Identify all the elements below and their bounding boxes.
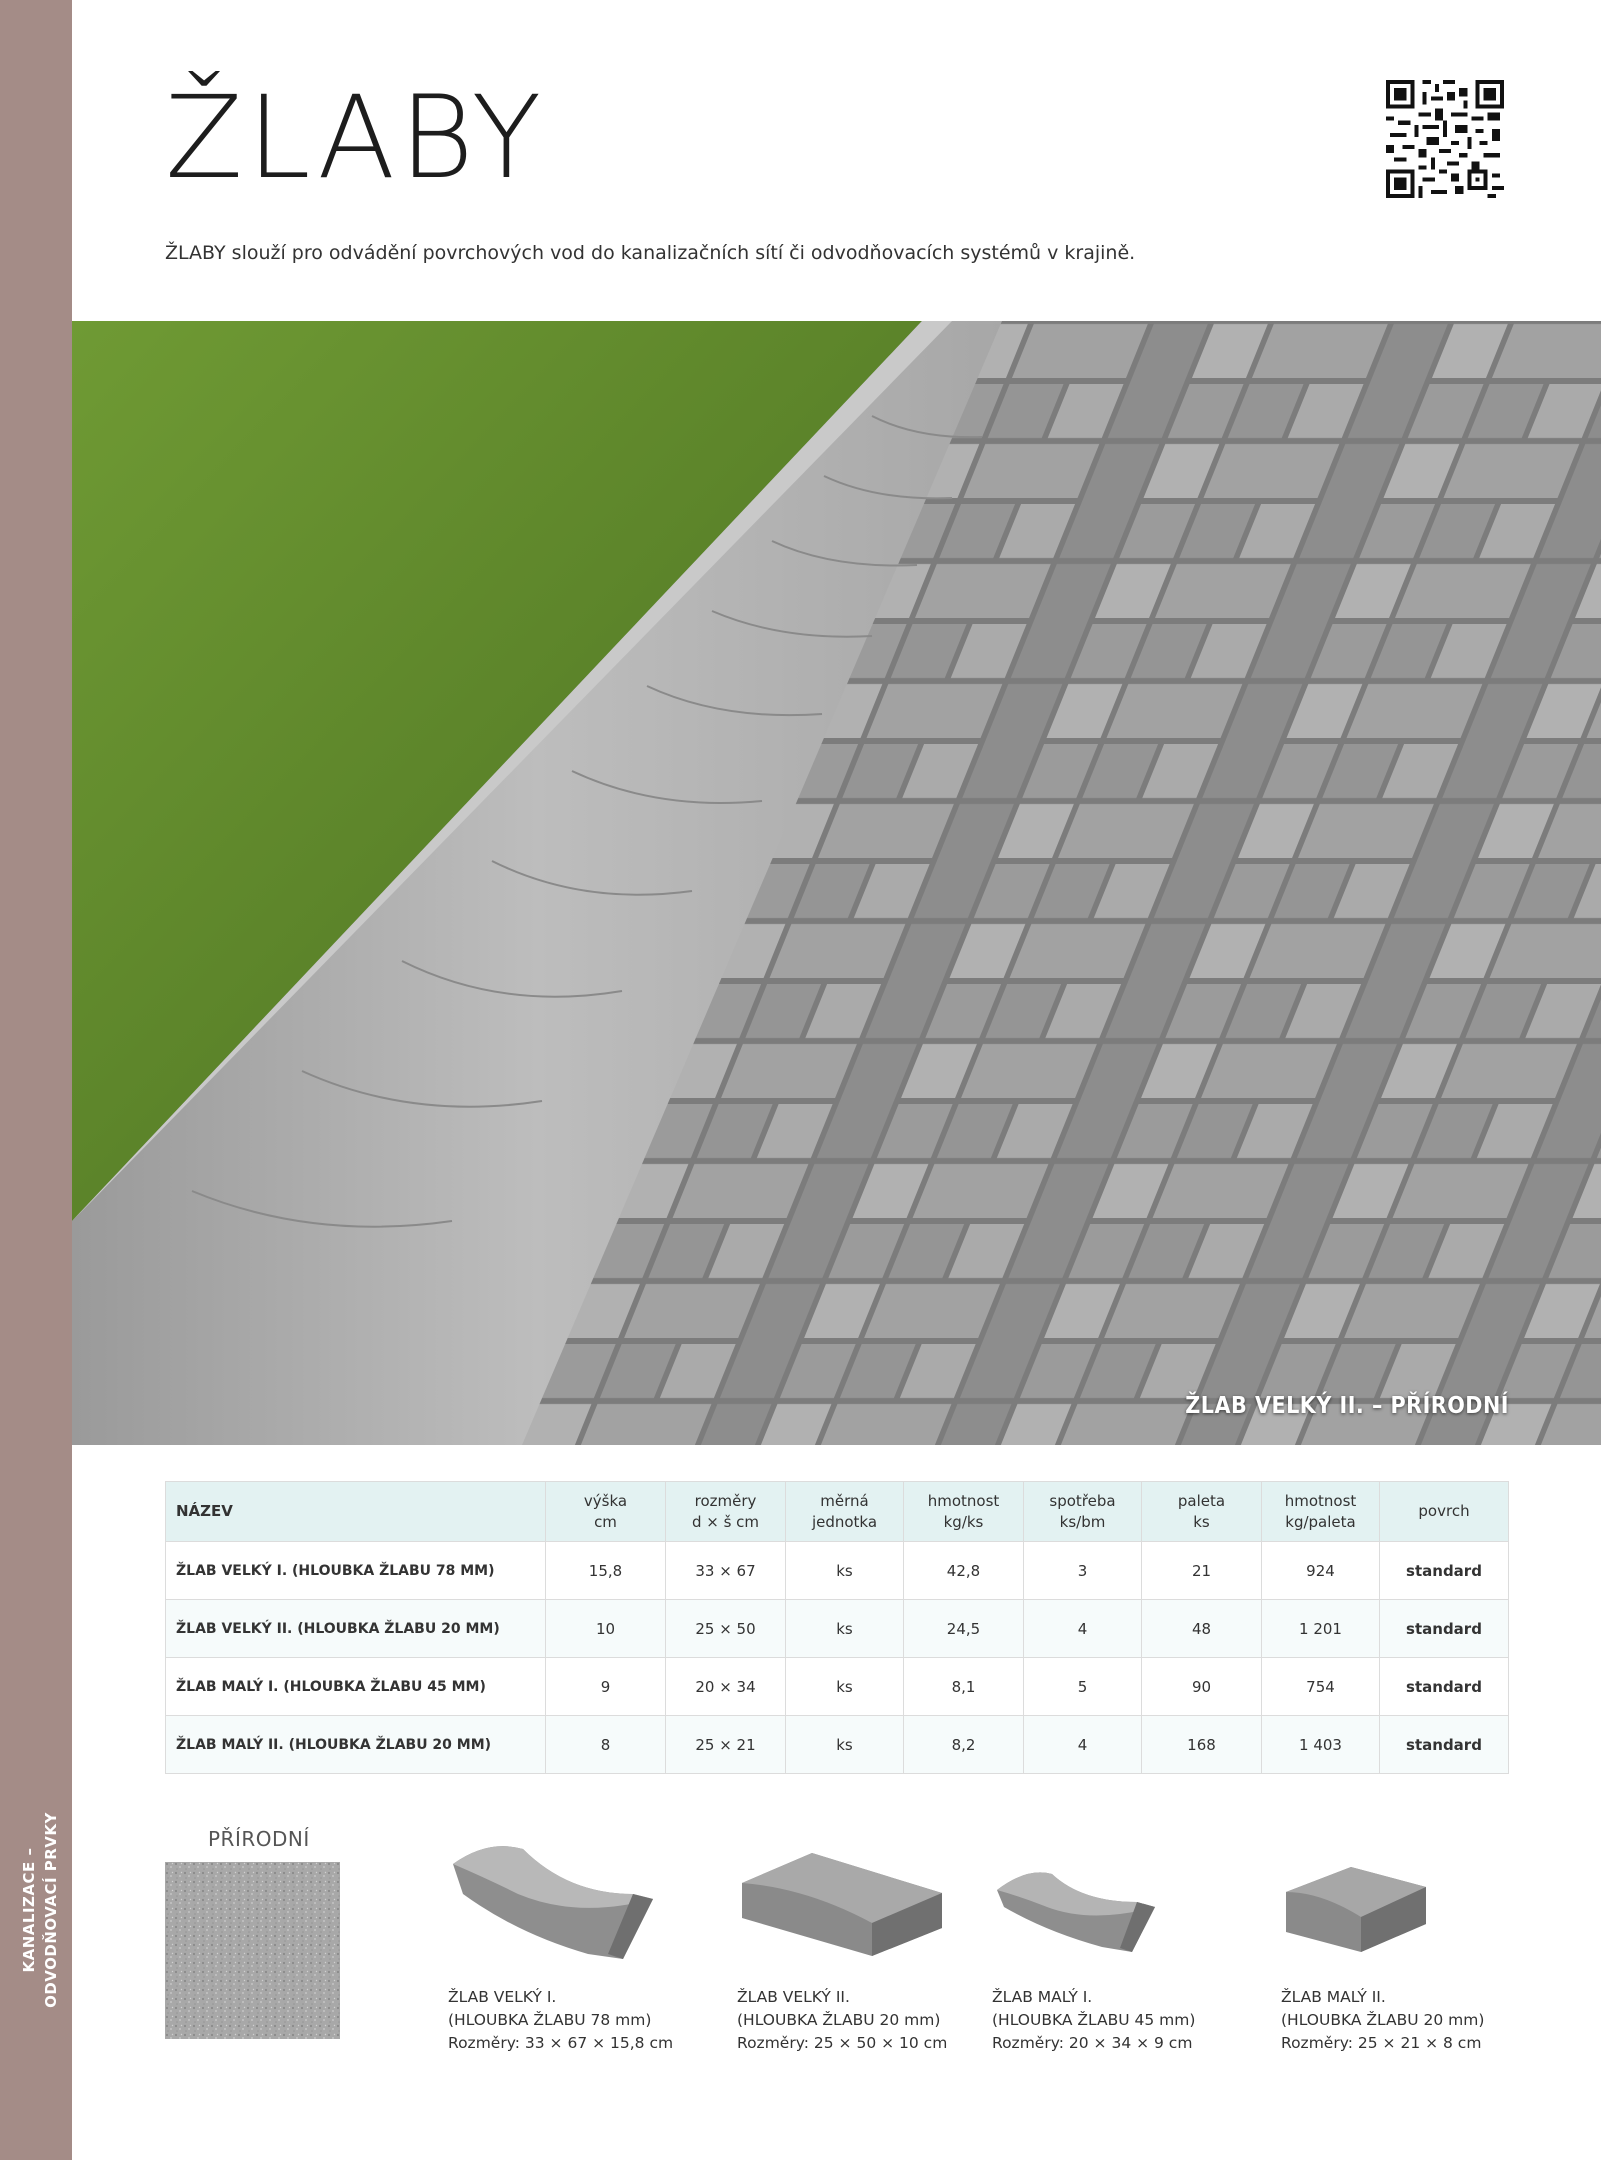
- swatch-label: PŘÍRODNÍ: [208, 1827, 310, 1851]
- product-caption: ŽLAB VELKÝ I. (HLOUBKA ŽLABU 78 mm) Rozměry: 33 × 67 × 15,8 cm: [448, 1988, 674, 2052]
- cell-hmotnost-paleta: 1 201: [1262, 1600, 1380, 1658]
- cell-vyska: 9: [546, 1658, 666, 1716]
- col-spotreba: spotřeba ks/bm: [1024, 1482, 1142, 1542]
- product-caption: ŽLAB VELKÝ II. (HLOUBKA ŽLABU 20 mm) Rozměry: 25 × 50 × 10 cm: [737, 1988, 948, 2052]
- cell-hmotnost: 24,5: [904, 1600, 1024, 1658]
- col-name: NÁZEV: [166, 1482, 546, 1542]
- cell-paleta: 21: [1142, 1542, 1262, 1600]
- channel-block-image: [1281, 1862, 1431, 1957]
- hero-caption: ŽLAB VELKÝ II. – PŘÍRODNÍ: [1185, 1393, 1509, 1419]
- cell-name: ŽLAB MALÝ II. (HLOUBKA ŽLABU 20 MM): [166, 1716, 546, 1774]
- cell-spotreba: 4: [1024, 1716, 1142, 1774]
- section-label-line1: KANALIZACE –: [20, 1847, 38, 1973]
- cell-jednotka: ks: [786, 1542, 904, 1600]
- cell-vyska: 10: [546, 1600, 666, 1658]
- cell-hmotnost: 42,8: [904, 1542, 1024, 1600]
- table-row: [166, 1658, 1509, 1716]
- table-header-row: [166, 1482, 1509, 1542]
- hero-photo: [72, 321, 1601, 1445]
- qr-code-icon[interactable]: [1386, 80, 1504, 198]
- cell-hmotnost-paleta: 754: [1262, 1658, 1380, 1716]
- spec-table: [165, 1481, 1509, 1774]
- cell-povrch: standard: [1380, 1716, 1509, 1774]
- table-row: [166, 1542, 1509, 1600]
- cell-vyska: 8: [546, 1716, 666, 1774]
- drainage-channel-illustration: [72, 321, 1601, 1445]
- cell-spotreba: 4: [1024, 1600, 1142, 1658]
- product-zlab-velky-2[interactable]: [737, 1848, 948, 2052]
- cell-jednotka: ks: [786, 1600, 904, 1658]
- color-swatch-prirodni[interactable]: [165, 1862, 340, 2039]
- table-row: [166, 1716, 1509, 1774]
- col-rozmery: rozměry d × š cm: [666, 1482, 786, 1542]
- col-povrch: povrch: [1380, 1482, 1509, 1542]
- product-zlab-velky-1[interactable]: [448, 1834, 674, 2052]
- cell-spotreba: 3: [1024, 1542, 1142, 1600]
- section-label: [18, 1800, 62, 2020]
- cell-rozmery: 25 × 21: [666, 1716, 786, 1774]
- col-vyska: výška cm: [546, 1482, 666, 1542]
- cell-povrch: standard: [1380, 1658, 1509, 1716]
- cell-rozmery: 33 × 67: [666, 1542, 786, 1600]
- intro-text: ŽLABY slouží pro odvádění povrchových vod do kanalizačních sítí či odvodňovacích systémů v krajině.: [165, 242, 1136, 264]
- cell-name: ŽLAB MALÝ I. (HLOUBKA ŽLABU 45 MM): [166, 1658, 546, 1716]
- product-caption: ŽLAB MALÝ I. (HLOUBKA ŽLABU 45 mm) Rozměry: 20 × 34 × 9 cm: [992, 1988, 1196, 2052]
- section-label-line2: ODVODŇOVACÍ PRVKY: [42, 1812, 60, 2008]
- cell-hmotnost-paleta: 924: [1262, 1542, 1380, 1600]
- cell-name: ŽLAB VELKÝ I. (HLOUBKA ŽLABU 78 MM): [166, 1542, 546, 1600]
- product-zlab-maly-2[interactable]: [1281, 1862, 1485, 2052]
- page-title: ŽLABY: [165, 71, 546, 204]
- cell-paleta: 48: [1142, 1600, 1262, 1658]
- channel-block-image: [448, 1834, 658, 1964]
- col-paleta: paleta ks: [1142, 1482, 1262, 1542]
- col-merna-jednotka: měrná jednotka: [786, 1482, 904, 1542]
- col-hmotnost-paleta: hmotnost kg/paleta: [1262, 1482, 1380, 1542]
- product-caption: ŽLAB MALÝ II. (HLOUBKA ŽLABU 20 mm) Rozměry: 25 × 21 × 8 cm: [1281, 1988, 1485, 2052]
- col-hmotnost: hmotnost kg/ks: [904, 1482, 1024, 1542]
- cell-hmotnost-paleta: 1 403: [1262, 1716, 1380, 1774]
- cell-hmotnost: 8,2: [904, 1716, 1024, 1774]
- cell-povrch: standard: [1380, 1600, 1509, 1658]
- cell-vyska: 15,8: [546, 1542, 666, 1600]
- side-band: [0, 0, 72, 2160]
- cell-spotreba: 5: [1024, 1658, 1142, 1716]
- channel-block-image: [737, 1848, 947, 1958]
- cell-hmotnost: 8,1: [904, 1658, 1024, 1716]
- cell-rozmery: 25 × 50: [666, 1600, 786, 1658]
- cell-jednotka: ks: [786, 1716, 904, 1774]
- cell-rozmery: 20 × 34: [666, 1658, 786, 1716]
- cell-name: ŽLAB VELKÝ II. (HLOUBKA ŽLABU 20 MM): [166, 1600, 546, 1658]
- cell-povrch: standard: [1380, 1542, 1509, 1600]
- cell-paleta: 90: [1142, 1658, 1262, 1716]
- cell-jednotka: ks: [786, 1658, 904, 1716]
- channel-block-image: [992, 1862, 1162, 1957]
- cell-paleta: 168: [1142, 1716, 1262, 1774]
- product-zlab-maly-1[interactable]: [992, 1862, 1196, 2052]
- table-row: [166, 1600, 1509, 1658]
